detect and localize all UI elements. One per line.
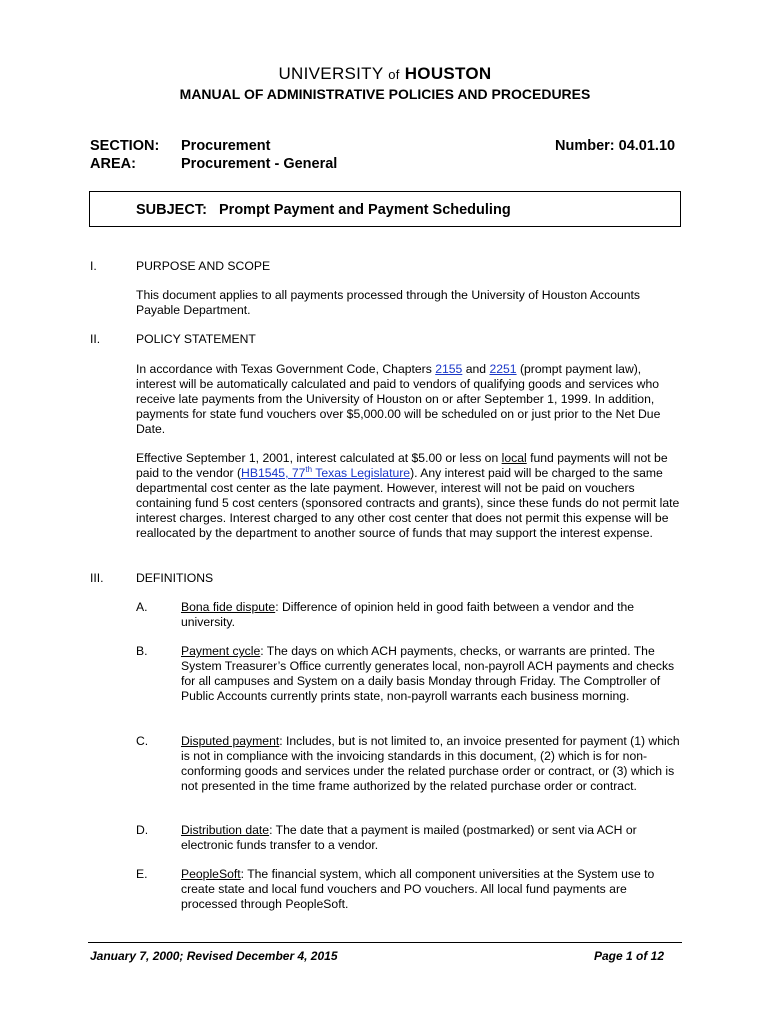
definition-term: PeopleSoft <box>181 867 241 881</box>
definition-item <box>181 734 680 794</box>
hb1545-link[interactable] <box>241 466 410 480</box>
definition-letter: E. <box>136 867 148 881</box>
definition-text: : The date that a payment is mailed (postmarked) or sent via ACH or electronic funds transfer to a vendor. <box>181 823 637 852</box>
paragraph-text: and <box>462 362 490 376</box>
section-heading: POLICY STATEMENT <box>136 332 256 346</box>
definition-letter: C. <box>136 734 149 748</box>
definition-item <box>181 823 680 853</box>
footer-page-number: Page 1 of 12 <box>594 949 665 963</box>
houston-word: HOUSTON <box>404 64 492 83</box>
chapter-2251-link[interactable]: 2251 <box>489 362 517 376</box>
university-word: UNIVERSITY <box>278 64 384 83</box>
definition-item <box>181 644 680 704</box>
chapter-2155-link[interactable]: 2155 <box>435 362 463 376</box>
area-label: AREA: <box>90 156 136 172</box>
paragraph-text: In accordance with Texas Government Code, Chapters <box>136 362 436 376</box>
of-word: of <box>388 67 400 82</box>
definition-text: : Includes, but is not limited to, an invoice presented for payment (1) which is not in compliance with the invoicing standards in this document, (2) which is for non-conforming goods and services under the related purchase order or contract, or (3) which is not presented in the time frame authorized by the related purchase order or contract. <box>181 734 680 793</box>
footer-divider <box>88 942 682 943</box>
section-numeral: III. <box>90 571 104 585</box>
subject-box <box>89 191 681 227</box>
definition-term: Payment cycle <box>181 644 261 658</box>
local-underlined: local <box>501 451 527 465</box>
section-heading: PURPOSE AND SCOPE <box>136 259 271 273</box>
definition-term: Disputed payment <box>181 734 280 748</box>
definition-text: : The days on which ACH payments, checks, or warrants are printed. The System Treasurer’s Office currently generates local, non-payroll ACH payments and checks for all campuses and System on a daily basis Monday through Friday. The Comptroller of Public Accounts currently prints state, non-payroll warrants each business morning. <box>181 644 675 703</box>
subject-value: Prompt Payment and Payment Scheduling <box>219 202 511 218</box>
definition-term: Bona fide dispute <box>181 600 276 614</box>
paragraph <box>136 362 680 437</box>
paragraph-text: fund payments will not be paid to the vendor ( <box>136 451 668 480</box>
subject-line <box>136 202 511 218</box>
definition-text: : Difference of opinion held in good faith between a vendor and the university. <box>181 600 635 629</box>
subject-label: SUBJECT: <box>136 202 207 218</box>
footer-dates: January 7, 2000; Revised December 4, 2015 <box>90 949 338 963</box>
number-label: Number: 04.01.10 <box>555 138 676 154</box>
manual-title: MANUAL OF ADMINISTRATIVE POLICIES AND PROCEDURES <box>179 86 591 102</box>
paragraph-text: Effective September 1, 2001, interest calculated at $5.00 or less on <box>136 451 502 465</box>
definition-item <box>181 600 680 630</box>
definition-letter: A. <box>136 600 148 614</box>
section-numeral: I. <box>90 259 97 273</box>
university-name <box>0 64 770 84</box>
definition-item <box>181 867 680 912</box>
section-numeral: II. <box>90 332 101 346</box>
paragraph-text: (prompt payment law), interest will be automatically calculated and paid to vendors of qualifying goods and services who receive late payments from the University of Houston on or after September 1, 1999. In addition, payments for state fund vouchers over $5,000.00 will be scheduled on or just prior to the Net Due Date. <box>136 362 661 436</box>
section-heading: DEFINITIONS <box>136 571 214 585</box>
link-superscript: th <box>305 464 313 474</box>
definition-letter: D. <box>136 823 149 837</box>
section-value: Procurement <box>181 138 271 154</box>
link-text: Texas Legislature <box>312 466 411 480</box>
paragraph-text: ). Any interest paid will be charged to the same departmental cost center as the late payment. However, interest will not be paid on vouchers containing fund 5 cost centers (sponsored contracts and grants), since these funds do not permit late interest charges. Interest charged to any other cost center that does not permit this expense will be reallocated by the department to another source of funds that may support the interest expense. <box>136 466 680 540</box>
definition-letter: B. <box>136 644 148 658</box>
area-value: Procurement - General <box>181 156 338 172</box>
definition-text: : The financial system, which all component universities at the System use to create state and local fund vouchers and PO vouchers. All local fund payments are processed through PeopleSoft. <box>181 867 655 911</box>
definition-term: Distribution date <box>181 823 270 837</box>
paragraph: This document applies to all payments processed through the University of Houston Accounts Payable Department. <box>136 288 641 317</box>
paragraph <box>136 451 680 541</box>
link-text: HB1545, 77 <box>241 466 306 480</box>
section-label: SECTION: <box>90 138 160 154</box>
